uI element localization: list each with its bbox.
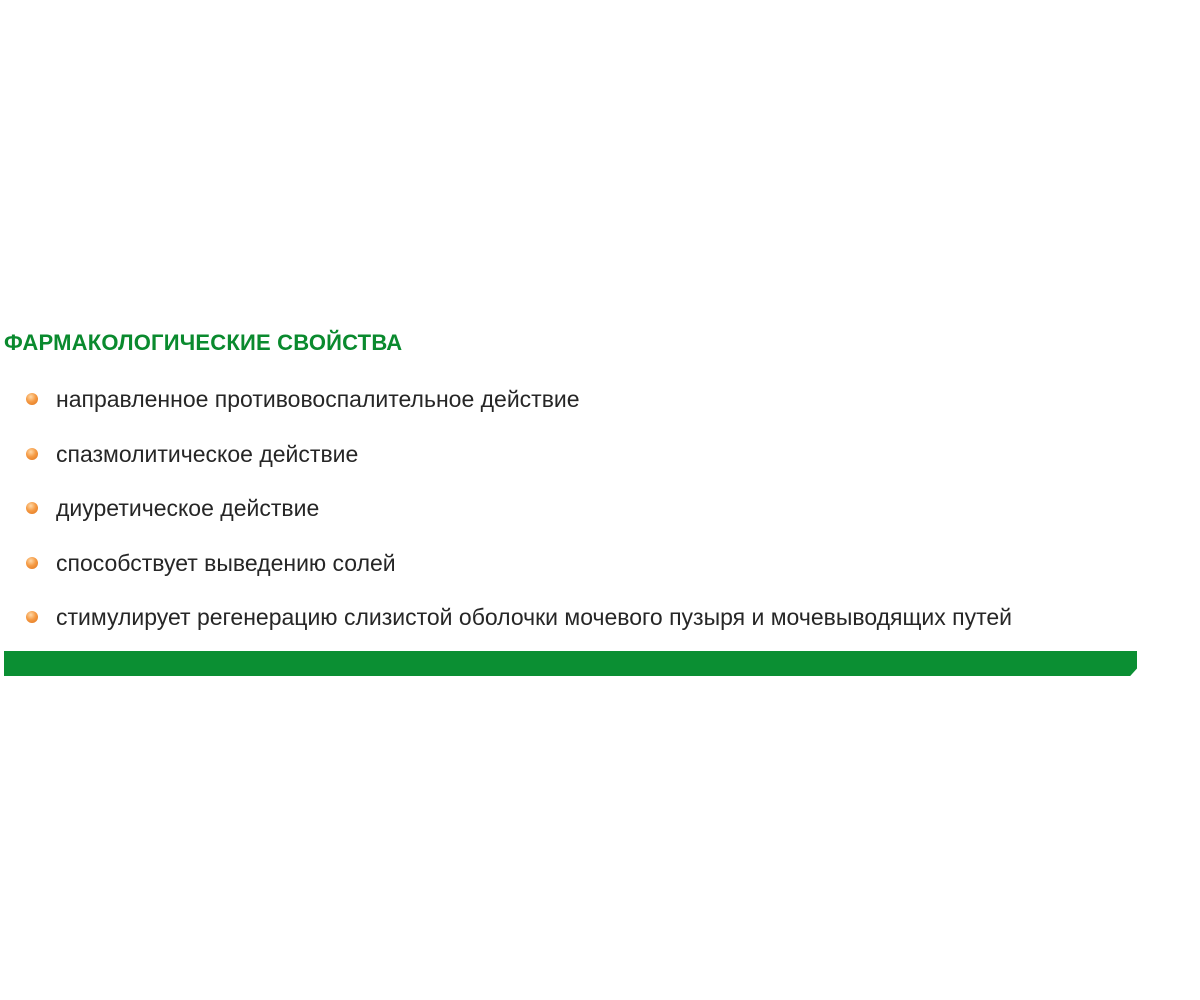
orange-dot-bullet-icon	[26, 393, 38, 405]
list-item-text: направленное противовоспалительное действие	[56, 386, 580, 413]
orange-dot-bullet-icon	[26, 448, 38, 460]
green-divider-bar	[4, 651, 1137, 676]
list-item-text: спазмолитическое действие	[56, 440, 359, 467]
properties-list	[0, 372, 1145, 645]
section-title: ФАРМАКОЛОГИЧЕСКИЕ СВОЙСТВА	[4, 330, 403, 355]
pharmacological-properties-section	[0, 326, 1145, 645]
orange-dot-bullet-icon	[26, 611, 38, 623]
list-item	[0, 536, 1145, 591]
list-item-text: способствует выведению солей	[56, 549, 396, 576]
list-item-text: стимулирует регенерацию слизистой оболочки мочевого пузыря и мочевыводящих путей	[56, 604, 1013, 631]
list-item	[0, 372, 1145, 427]
list-item-text: диуретическое действие	[56, 495, 320, 522]
list-item	[0, 427, 1145, 482]
list-item	[0, 481, 1145, 536]
orange-dot-bullet-icon	[26, 557, 38, 569]
list-item	[0, 590, 1145, 645]
orange-dot-bullet-icon	[26, 502, 38, 514]
